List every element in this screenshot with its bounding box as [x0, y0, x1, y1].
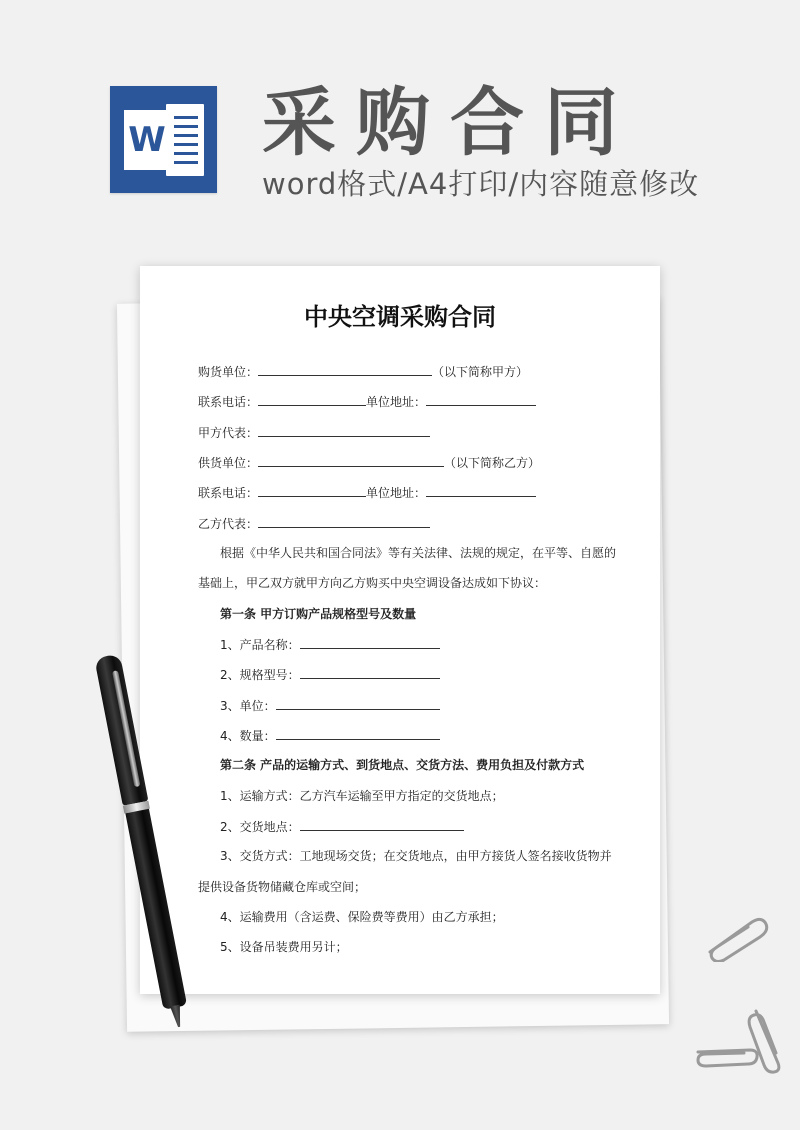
supplier-label: 供货单位： — [198, 456, 259, 470]
supplier-contact-line — [198, 484, 536, 501]
contract-title: 中央空调采购合同 — [304, 303, 496, 331]
address-label: 单位地址： — [366, 486, 427, 500]
paragraph-line: 提供设备货物储藏仓库或空间； — [198, 880, 367, 894]
unit-line — [220, 697, 440, 714]
word-logo-icon — [110, 86, 217, 193]
page-subtitle: word格式/A4打印/内容随意修改 — [262, 167, 700, 201]
supplier-rep-label: 乙方代表： — [198, 517, 259, 531]
supplier-line — [198, 454, 540, 471]
article-heading: 第一条 甲方订购产品规格型号及数量 — [220, 607, 417, 621]
model-line — [220, 666, 440, 683]
delivery-place-line — [220, 818, 464, 835]
delivery-place-blank[interactable] — [300, 818, 464, 831]
buyer-contact-line — [198, 393, 536, 410]
paragraph-line: 4、运输费用（含运费、保险费等费用）由乙方承担； — [220, 910, 504, 924]
document-lines-icon — [166, 104, 204, 176]
buyer-suffix: （以下简称甲方） — [432, 365, 529, 379]
paperclip-icon — [700, 912, 770, 962]
buyer-rep-blank[interactable] — [258, 424, 430, 437]
paragraph-line: 5、设备吊装费用另计； — [220, 940, 348, 954]
product-name-label: 1、产品名称： — [220, 638, 300, 652]
phone-blank[interactable] — [258, 484, 366, 497]
buyer-label: 购货单位： — [198, 365, 259, 379]
buyer-rep-line — [198, 424, 430, 441]
buyer-line — [198, 363, 528, 380]
product-name-line — [220, 636, 440, 653]
model-label: 2、规格型号： — [220, 668, 300, 682]
product-name-blank[interactable] — [300, 636, 440, 649]
paperclip-icon — [694, 1040, 760, 1072]
supplier-suffix: （以下简称乙方） — [444, 456, 541, 470]
phone-blank[interactable] — [258, 393, 366, 406]
quantity-blank[interactable] — [276, 727, 440, 740]
address-blank[interactable] — [426, 393, 536, 406]
logo-letter: W — [124, 110, 170, 170]
quantity-line — [220, 727, 440, 744]
page-title: 采购合同 — [262, 80, 638, 166]
supplier-blank[interactable] — [258, 454, 444, 467]
paragraph-line: 根据《中华人民共和国合同法》等有关法律、法规的规定，在平等、自愿的 — [220, 546, 617, 560]
supplier-rep-blank[interactable] — [258, 515, 430, 528]
quantity-label: 4、数量： — [220, 729, 276, 743]
paragraph-line: 基础上，甲乙双方就甲方向乙方购买中央空调设备达成如下协议： — [198, 576, 547, 590]
delivery-place-label: 2、交货地点： — [220, 820, 300, 834]
buyer-blank[interactable] — [258, 363, 432, 376]
model-blank[interactable] — [300, 666, 440, 679]
address-blank[interactable] — [426, 484, 536, 497]
unit-label: 3、单位： — [220, 699, 276, 713]
contract-page — [140, 266, 660, 994]
supplier-rep-line — [198, 515, 430, 532]
article-heading: 第二条 产品的运输方式、到货地点、交货方法、费用负担及付款方式 — [220, 758, 585, 772]
phone-label: 联系电话： — [198, 395, 259, 409]
unit-blank[interactable] — [276, 697, 440, 710]
phone-label: 联系电话： — [198, 486, 259, 500]
paragraph-line: 1、运输方式：乙方汽车运输至甲方指定的交货地点； — [220, 789, 504, 803]
paragraph-line: 3、交货方式：工地现场交货；在交货地点，由甲方接货人签名接收货物并 — [220, 849, 612, 863]
buyer-rep-label: 甲方代表： — [198, 426, 259, 440]
address-label: 单位地址： — [366, 395, 427, 409]
